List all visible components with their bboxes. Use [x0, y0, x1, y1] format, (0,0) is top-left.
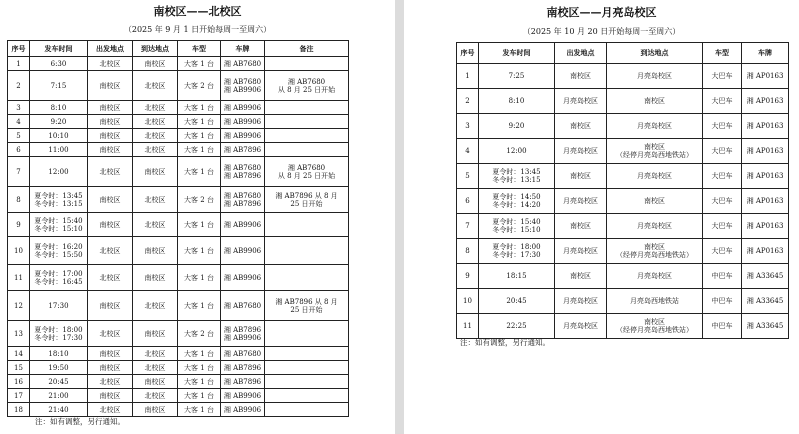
- cell-type: 大巴车: [703, 189, 742, 214]
- cell-to: 月亮岛校区: [607, 214, 703, 239]
- cell-to: 南校区: [133, 375, 178, 389]
- cell-no: 8: [457, 239, 479, 264]
- table-row: [8, 403, 349, 417]
- cell-note: [265, 143, 349, 157]
- cell-no: 18: [8, 403, 30, 417]
- cell-time: 18:10: [30, 347, 88, 361]
- table-row: [8, 143, 349, 157]
- cell-note: [265, 101, 349, 115]
- cell-time: 6:30: [30, 57, 88, 71]
- cell-plate: 湘 AB7896: [221, 361, 265, 375]
- cell-plate: 湘 AP0163: [742, 164, 789, 189]
- cell-to: 北校区: [133, 291, 178, 321]
- cell-no: 11: [8, 265, 30, 291]
- cell-no: 4: [457, 139, 479, 164]
- cell-note: 湘 AB7896 从 8 月 25 日开始: [265, 291, 349, 321]
- cell-to: 北校区: [133, 71, 178, 101]
- left-footnote: 注：如有调整，另行通知。: [35, 417, 125, 426]
- cell-plate: 湘 AB9906: [221, 129, 265, 143]
- cell-note: [265, 265, 349, 291]
- table-row: [8, 375, 349, 389]
- cell-time: 夏令时：17:00 冬令时：16:45: [30, 265, 88, 291]
- cell-no: 6: [8, 143, 30, 157]
- cell-from: 南校区: [88, 361, 133, 375]
- cell-from: 南校区: [555, 164, 607, 189]
- column-header: 到达地点: [133, 41, 178, 57]
- cell-to: 南校区 （经停月亮岛西地铁站）: [607, 139, 703, 164]
- cell-plate: 湘 AB9906: [221, 237, 265, 265]
- cell-from: 南校区: [88, 389, 133, 403]
- cell-type: 大客 1 台: [178, 361, 221, 375]
- cell-to: 月亮岛校区: [607, 64, 703, 89]
- table-row: [8, 187, 349, 213]
- cell-from: 南校区: [88, 71, 133, 101]
- table-row: [8, 213, 349, 237]
- cell-from: 南校区: [88, 143, 133, 157]
- cell-time: 夏令时：13:45 冬令时：13:15: [479, 164, 555, 189]
- cell-note: 湘 AB7896 从 8 月 25 日开始: [265, 187, 349, 213]
- column-header: 车型: [703, 43, 742, 64]
- cell-type: 大客 1 台: [178, 143, 221, 157]
- cell-type: 大客 1 台: [178, 375, 221, 389]
- cell-to: 北校区: [133, 347, 178, 361]
- right-title: 南校区——月亮岛校区: [546, 6, 657, 19]
- cell-plate: 湘 AB7896 湘 AB9906: [221, 321, 265, 347]
- cell-from: 南校区: [88, 101, 133, 115]
- column-header: 出发地点: [88, 41, 133, 57]
- cell-plate: 湘 AB7680 湘 AB7896: [221, 187, 265, 213]
- cell-plate: 湘 AP0163: [742, 114, 789, 139]
- table-row: [457, 89, 789, 114]
- page-left: [0, 0, 395, 434]
- cell-no: 5: [8, 129, 30, 143]
- table-row: [8, 157, 349, 187]
- cell-no: 10: [8, 237, 30, 265]
- column-header: 序号: [457, 43, 479, 64]
- cell-plate: 湘 AP0163: [742, 189, 789, 214]
- cell-no: 7: [457, 214, 479, 239]
- cell-from: 南校区: [88, 129, 133, 143]
- cell-type: 大巴车: [703, 239, 742, 264]
- cell-no: 8: [8, 187, 30, 213]
- cell-to: 月亮岛校区: [607, 264, 703, 289]
- left-title: 南校区——北校区: [153, 5, 242, 18]
- cell-to: 南校区: [133, 237, 178, 265]
- cell-from: 北校区: [88, 403, 133, 417]
- right-subtitle: （2025 年 10 月 20 日开始每周一至周六）: [522, 27, 681, 36]
- cell-to: 南校区: [133, 157, 178, 187]
- cell-no: 13: [8, 321, 30, 347]
- cell-from: 北校区: [88, 375, 133, 389]
- cell-time: 11:00: [30, 143, 88, 157]
- cell-no: 4: [8, 115, 30, 129]
- cell-note: 湘 AB7680 从 8 月 25 日开始: [265, 71, 349, 101]
- cell-from: 北校区: [88, 237, 133, 265]
- cell-time: 21:40: [30, 403, 88, 417]
- cell-plate: 湘 AB9906: [221, 115, 265, 129]
- cell-note: [265, 213, 349, 237]
- table-row: [457, 239, 789, 264]
- cell-time: 18:15: [479, 264, 555, 289]
- cell-note: [265, 129, 349, 143]
- cell-no: 15: [8, 361, 30, 375]
- cell-no: 14: [8, 347, 30, 361]
- cell-type: 中巴车: [703, 289, 742, 314]
- cell-to: 北校区: [133, 389, 178, 403]
- table-row: [8, 347, 349, 361]
- cell-plate: 湘 AB7680: [221, 291, 265, 321]
- table-row: [457, 114, 789, 139]
- cell-time: 20:45: [30, 375, 88, 389]
- table-row: [457, 264, 789, 289]
- cell-from: 北校区: [88, 57, 133, 71]
- cell-plate: 湘 AB9906: [221, 403, 265, 417]
- cell-plate: 湘 A33645: [742, 264, 789, 289]
- cell-from: 月亮岛校区: [555, 139, 607, 164]
- cell-from: 南校区: [88, 291, 133, 321]
- cell-time: 8:10: [30, 101, 88, 115]
- cell-plate: 湘 AB7680: [221, 347, 265, 361]
- cell-time: 21:00: [30, 389, 88, 403]
- cell-time: 10:10: [30, 129, 88, 143]
- cell-type: 大巴车: [703, 139, 742, 164]
- cell-type: 大巴车: [703, 114, 742, 139]
- cell-note: [265, 115, 349, 129]
- cell-from: 南校区: [88, 115, 133, 129]
- table-row: [8, 237, 349, 265]
- cell-type: 大客 1 台: [178, 213, 221, 237]
- table-row: [457, 164, 789, 189]
- cell-from: 北校区: [88, 265, 133, 291]
- cell-plate: 湘 AB9906: [221, 265, 265, 291]
- cell-from: 南校区: [555, 64, 607, 89]
- cell-time: 夏令时：14:50 冬令时：14:20: [479, 189, 555, 214]
- cell-no: 1: [8, 57, 30, 71]
- cell-plate: 湘 AB9906: [221, 389, 265, 403]
- cell-no: 16: [8, 375, 30, 389]
- column-header: 车型: [178, 41, 221, 57]
- cell-no: 9: [457, 264, 479, 289]
- cell-plate: 湘 AP0163: [742, 139, 789, 164]
- cell-type: 大客 1 台: [178, 129, 221, 143]
- table-row: [457, 139, 789, 164]
- cell-type: 大客 1 台: [178, 291, 221, 321]
- cell-to: 北校区: [133, 101, 178, 115]
- cell-time: 12:00: [30, 157, 88, 187]
- cell-type: 大客 1 台: [178, 157, 221, 187]
- cell-type: 大客 1 台: [178, 57, 221, 71]
- cell-time: 7:15: [30, 71, 88, 101]
- cell-from: 南校区: [555, 114, 607, 139]
- column-header: 发车时间: [30, 41, 88, 57]
- cell-no: 3: [457, 114, 479, 139]
- cell-note: [265, 237, 349, 265]
- table-row: [8, 115, 349, 129]
- column-header: 发车时间: [479, 43, 555, 64]
- cell-plate: 湘 A33645: [742, 314, 789, 339]
- right-footnote: 注：如有调整，另行通知。: [460, 338, 550, 347]
- table-row: [8, 101, 349, 115]
- cell-from: 南校区: [88, 213, 133, 237]
- table-row: [457, 314, 789, 339]
- column-header: 车牌: [221, 41, 265, 57]
- cell-type: 大客 2 台: [178, 187, 221, 213]
- table-row: [8, 129, 349, 143]
- cell-to: 北校区: [133, 187, 178, 213]
- cell-plate: 湘 A33645: [742, 289, 789, 314]
- column-header: 序号: [8, 41, 30, 57]
- cell-note: 湘 AB7680 从 8 月 25 日开始: [265, 157, 349, 187]
- cell-plate: 湘 AP0163: [742, 64, 789, 89]
- cell-type: 大客 1 台: [178, 101, 221, 115]
- cell-to: 南校区: [607, 189, 703, 214]
- cell-time: 17:30: [30, 291, 88, 321]
- cell-no: 6: [457, 189, 479, 214]
- cell-time: 夏令时：18:00 冬令时：17:30: [30, 321, 88, 347]
- cell-to: 北校区: [133, 129, 178, 143]
- table-row: [457, 64, 789, 89]
- cell-plate: 湘 AB7680 湘 AB7896: [221, 157, 265, 187]
- cell-type: 大客 1 台: [178, 265, 221, 291]
- table-row: [457, 189, 789, 214]
- cell-to: 北校区: [133, 361, 178, 375]
- column-header: 车牌: [742, 43, 789, 64]
- cell-from: 月亮岛校区: [555, 89, 607, 114]
- cell-no: 11: [457, 314, 479, 339]
- table-row: [8, 57, 349, 71]
- cell-from: 北校区: [88, 157, 133, 187]
- cell-type: 大巴车: [703, 214, 742, 239]
- cell-plate: 湘 AB7896: [221, 375, 265, 389]
- cell-note: [265, 361, 349, 375]
- cell-to: 北校区: [133, 143, 178, 157]
- cell-plate: 湘 AP0163: [742, 214, 789, 239]
- cell-time: 夏令时：15:40 冬令时：15:10: [479, 214, 555, 239]
- cell-type: 大客 1 台: [178, 403, 221, 417]
- table-row: [8, 321, 349, 347]
- cell-type: 大巴车: [703, 164, 742, 189]
- cell-no: 1: [457, 64, 479, 89]
- cell-time: 20:45: [479, 289, 555, 314]
- table-row: [8, 71, 349, 101]
- cell-to: 南校区: [133, 403, 178, 417]
- cell-from: 南校区: [555, 214, 607, 239]
- cell-time: 夏令时：18:00 冬令时：17:30: [479, 239, 555, 264]
- cell-to: 南校区: [133, 321, 178, 347]
- cell-no: 9: [8, 213, 30, 237]
- cell-no: 3: [8, 101, 30, 115]
- cell-note: [265, 57, 349, 71]
- column-header: 出发地点: [555, 43, 607, 64]
- cell-time: 9:20: [30, 115, 88, 129]
- cell-time: 12:00: [479, 139, 555, 164]
- cell-note: [265, 347, 349, 361]
- cell-to: 南校区: [133, 57, 178, 71]
- cell-note: [265, 321, 349, 347]
- cell-to: 北校区: [133, 115, 178, 129]
- cell-type: 大客 1 台: [178, 115, 221, 129]
- cell-to: 南校区: [607, 89, 703, 114]
- page-right: [404, 0, 799, 434]
- cell-no: 10: [457, 289, 479, 314]
- cell-time: 夏令时：16:20 冬令时：15:50: [30, 237, 88, 265]
- cell-plate: 湘 AB7680: [221, 57, 265, 71]
- table-row: [8, 389, 349, 403]
- cell-time: 19:50: [30, 361, 88, 375]
- cell-time: 22:25: [479, 314, 555, 339]
- cell-type: 大客 2 台: [178, 71, 221, 101]
- cell-no: 2: [457, 89, 479, 114]
- cell-type: 中巴车: [703, 264, 742, 289]
- cell-type: 大客 1 台: [178, 347, 221, 361]
- cell-type: 大巴车: [703, 89, 742, 114]
- table-row: [8, 361, 349, 375]
- cell-from: 月亮岛校区: [555, 289, 607, 314]
- cell-from: 月亮岛校区: [555, 239, 607, 264]
- cell-plate: 湘 AP0163: [742, 89, 789, 114]
- cell-time: 7:25: [479, 64, 555, 89]
- cell-plate: 湘 AB7680 湘 AB9906: [221, 71, 265, 101]
- cell-no: 12: [8, 291, 30, 321]
- cell-no: 7: [8, 157, 30, 187]
- cell-plate: 湘 AB9906: [221, 213, 265, 237]
- cell-note: [265, 389, 349, 403]
- schedule-table-moon-island: [456, 42, 789, 339]
- cell-from: 月亮岛校区: [555, 314, 607, 339]
- cell-plate: 湘 AB9906: [221, 101, 265, 115]
- cell-to: 月亮岛西地铁站: [607, 289, 703, 314]
- cell-no: 2: [8, 71, 30, 101]
- cell-plate: 湘 AP0163: [742, 239, 789, 264]
- cell-to: 南校区: [133, 265, 178, 291]
- cell-from: 南校区: [555, 264, 607, 289]
- column-header: 到达地点: [607, 43, 703, 64]
- table-row: [8, 265, 349, 291]
- cell-time: 9:20: [479, 114, 555, 139]
- cell-no: 5: [457, 164, 479, 189]
- cell-plate: 湘 AB7896: [221, 143, 265, 157]
- cell-from: 南校区: [88, 347, 133, 361]
- cell-time: 夏令时：15:40 冬令时：15:10: [30, 213, 88, 237]
- cell-to: 南校区 （经停月亮岛西地铁站）: [607, 239, 703, 264]
- cell-type: 大客 1 台: [178, 237, 221, 265]
- cell-type: 大客 1 台: [178, 389, 221, 403]
- table-row: [457, 289, 789, 314]
- cell-type: 中巴车: [703, 314, 742, 339]
- cell-from: 北校区: [88, 321, 133, 347]
- schedule-table-north: [7, 40, 349, 417]
- column-header: 备注: [265, 41, 349, 57]
- cell-no: 17: [8, 389, 30, 403]
- cell-to: 南校区 （经停月亮岛西地铁站）: [607, 314, 703, 339]
- cell-note: [265, 403, 349, 417]
- cell-time: 8:10: [479, 89, 555, 114]
- cell-to: 月亮岛校区: [607, 164, 703, 189]
- cell-note: [265, 375, 349, 389]
- cell-to: 月亮岛校区: [607, 114, 703, 139]
- cell-from: 南校区: [88, 187, 133, 213]
- cell-type: 大巴车: [703, 64, 742, 89]
- left-subtitle: （2025 年 9 月 1 日开始每周一至周六）: [123, 25, 272, 34]
- cell-type: 大客 2 台: [178, 321, 221, 347]
- cell-time: 夏令时：13:45 冬令时：13:15: [30, 187, 88, 213]
- cell-to: 北校区: [133, 213, 178, 237]
- table-row: [8, 291, 349, 321]
- cell-from: 月亮岛校区: [555, 189, 607, 214]
- table-row: [457, 214, 789, 239]
